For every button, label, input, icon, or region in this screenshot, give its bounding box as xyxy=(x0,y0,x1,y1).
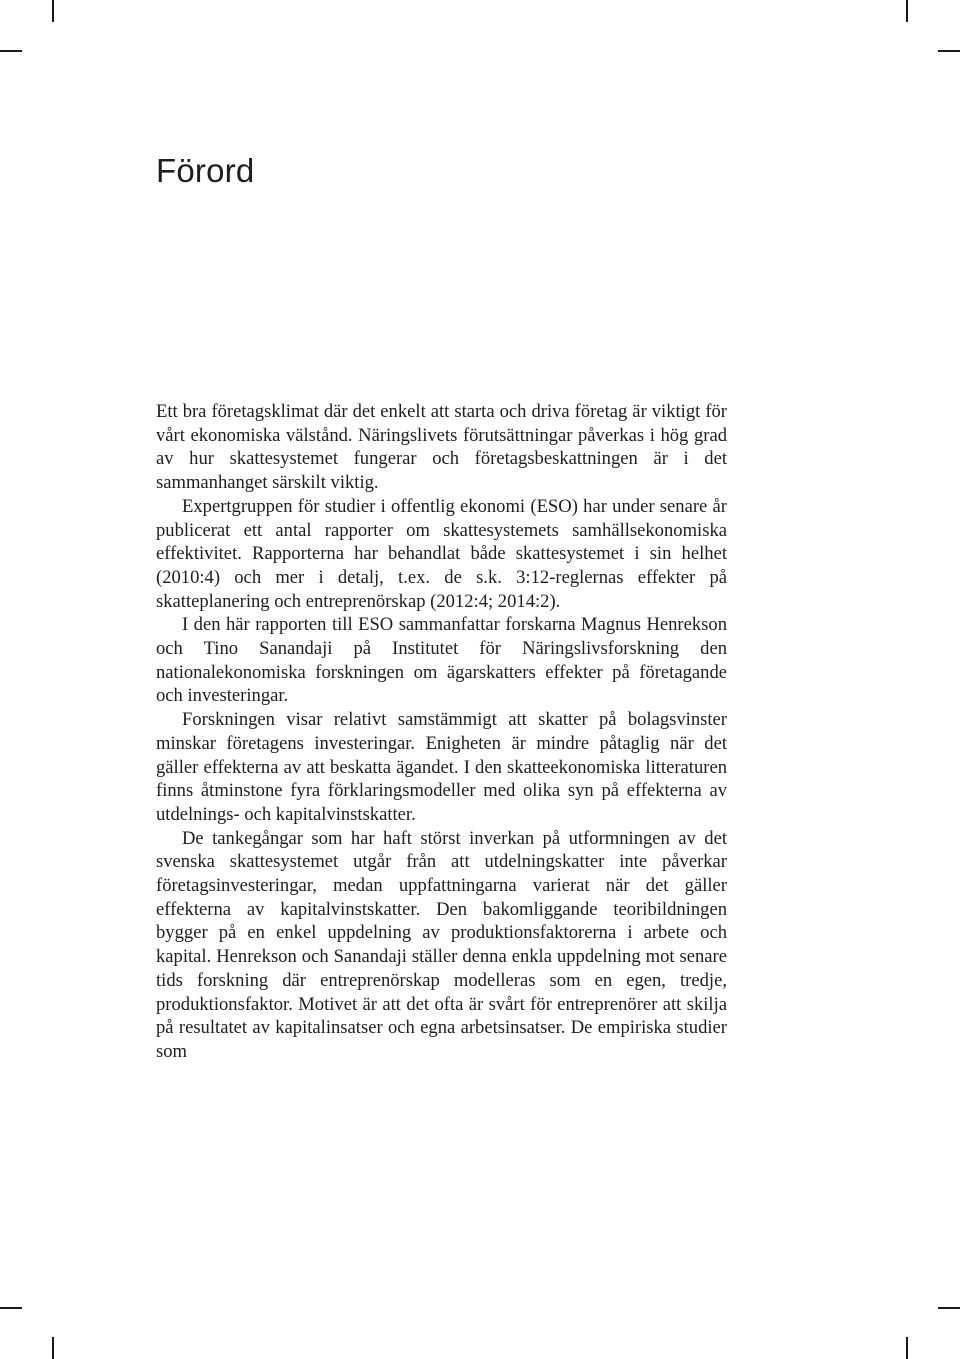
body-text xyxy=(156,400,727,1064)
crop-mark-bottom-left-horizontal xyxy=(0,1307,22,1309)
paragraph: Forskningen visar relativt samstämmigt att skatter på bolagsvinster minskar företagens investeringar. Enigheten är mindre påtaglig när det gäller effekterna av att beskatta ägandet. I den skatteekonomiska litteraturen finns åtminstone fyra förklaringsmodeller med olika syn på effekterna av utdelnings- och kapitalvinstskatter. xyxy=(156,709,727,825)
paragraph: I den här rapporten till ESO sammanfattar forskarna Magnus Henrekson och Tino Sanandaji på Institutet för Näringslivsforskning den nationalekonomiska forskningen om ägarskatters effekter på företagande och investeringar. xyxy=(156,614,727,707)
crop-mark-top-right-horizontal xyxy=(938,50,960,52)
paragraph: De tankegångar som har haft störst inverkan på utformningen av det svenska skattesystemet utgår från att utdelningskatter inte påverkar företagsinvesteringar, medan uppfattningarna varierat när det gäller effekterna av kapitalvinstskatter. Den bakomliggande teoribildningen bygger på en enkel uppdelning av produktionsfaktorerna i arbete och kapital. Henrekson och Sanandaji ställer denna enkla uppdelning mot senare tids forskning där entreprenörskap modelleras som en egen, tredje, produktionsfaktor. Motivet är att det ofta är svårt för entreprenörer att skilja på resultatet av kapitalinsatser och egna arbetsinsatser. De empiriska studier som xyxy=(156,827,727,1062)
page-title: Förord xyxy=(156,152,255,189)
paragraph: Expertgruppen för studier i offentlig ekonomi (ESO) har under senare år publicerat ett antal rapporter om skattesystemets samhällsekonomiska effektivitet. Rapporterna har behandlat både skattesystemet i sin helhet (2010:4) och mer i detalj, t.ex. de s.k. 3:12-reglernas effekter på skatteplanering och entreprenörskap (2012:4; 2014:2). xyxy=(156,495,727,612)
crop-mark-bottom-right-horizontal xyxy=(938,1307,960,1309)
crop-mark-top-right-vertical xyxy=(906,0,908,22)
crop-mark-bottom-left-vertical xyxy=(52,1337,54,1359)
paragraph: Ett bra företagsklimat där det enkelt att starta och driva företag är viktigt för vårt ekonomiska välstånd. Näringslivets förutsättningar påverkas i hög grad av hur skattesystemet fungerar och företagsbeskattningen är i det sammanhanget särskilt viktig. xyxy=(156,401,727,494)
crop-mark-top-left-horizontal xyxy=(0,50,22,52)
crop-mark-top-left-vertical xyxy=(52,0,54,22)
crop-mark-bottom-right-vertical xyxy=(906,1337,908,1359)
